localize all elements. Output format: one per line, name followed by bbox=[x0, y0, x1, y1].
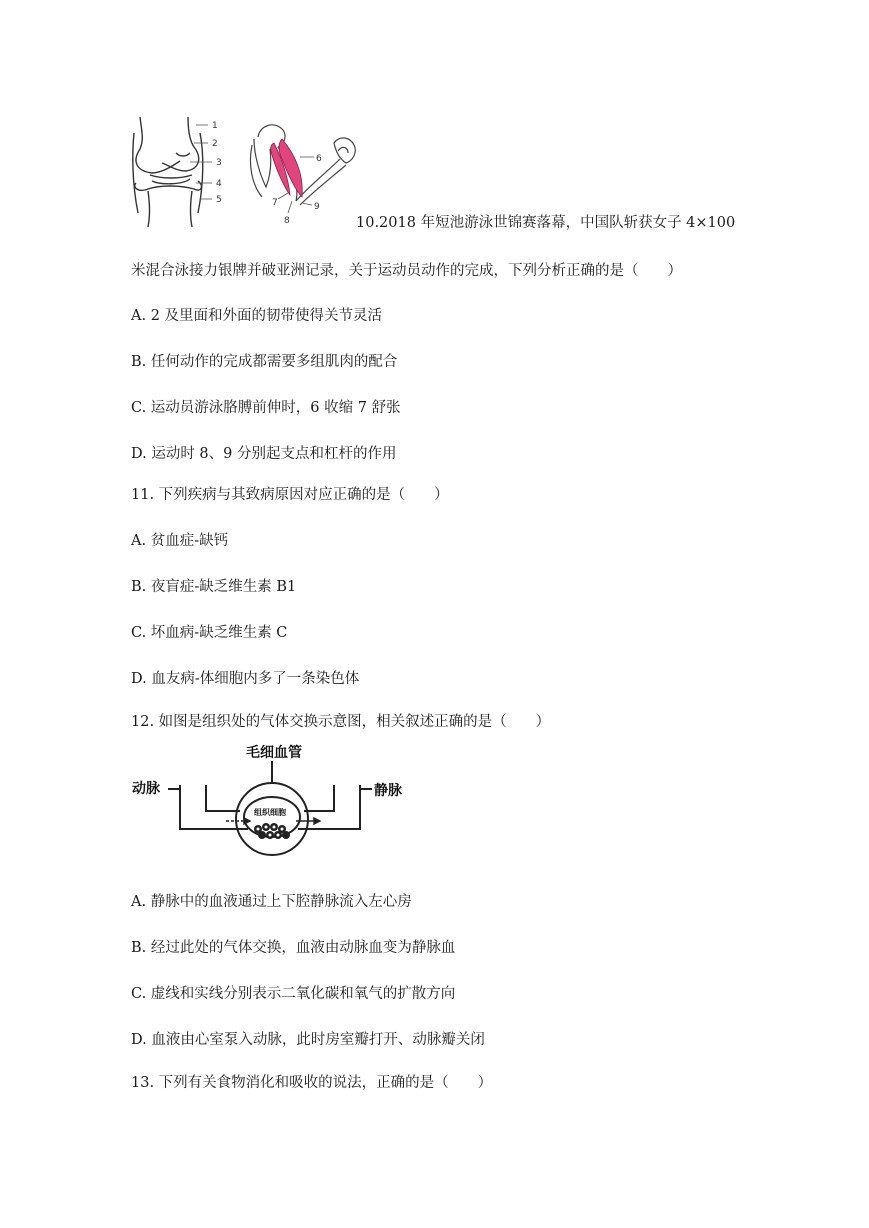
q10-stem-second: 米混合泳接力银牌并破亚洲记录，关于运动员动作的完成，下列分析正确的是（ ） bbox=[131, 263, 682, 279]
q12-option-d: D. 血液由心室泵入动脉，此时房室瓣打开、动脉瓣关闭 bbox=[131, 1032, 485, 1048]
q10-option-c: C. 运动员游泳胳膊前伸时，6 收缩 7 舒张 bbox=[131, 400, 401, 416]
artery-label: 动脉 bbox=[132, 781, 160, 797]
capillary-label: 毛细血管 bbox=[246, 745, 302, 761]
q11-stem: 11. 下列疾病与其致病原因对应正确的是（ ） bbox=[131, 487, 449, 503]
q10-option-a: A. 2 及里面和外面的韧带使得关节灵活 bbox=[131, 308, 383, 324]
q12-stem: 12. 如图是组织处的气体交换示意图，相关叙述正确的是（ ） bbox=[131, 714, 551, 730]
q12-option-c: C. 虚线和实线分别表示二氧化碳和氧气的扩散方向 bbox=[131, 986, 456, 1002]
arm-label-6: 6 bbox=[316, 154, 322, 164]
q12-option-a: A. 静脉中的血液通过上下腔静脉流入左心房 bbox=[131, 894, 412, 910]
arm-label-7: 7 bbox=[272, 198, 278, 208]
q13-stem: 13. 下列有关食物消化和吸收的说法，正确的是（ ） bbox=[131, 1075, 493, 1091]
q12-option-b: B. 经过此处的气体交换，血液由动脉血变为静脉血 bbox=[131, 940, 456, 956]
joint-figure bbox=[128, 113, 233, 228]
joint-label-5: 5 bbox=[216, 195, 222, 205]
joint-label-1: 1 bbox=[212, 121, 218, 131]
gas-exchange-diagram bbox=[128, 743, 413, 858]
vein-label: 静脉 bbox=[374, 783, 402, 799]
arm-label-8: 8 bbox=[284, 216, 290, 226]
joint-label-4: 4 bbox=[216, 179, 222, 189]
q11-option-b: B. 夜盲症-缺乏维生素 B1 bbox=[131, 579, 297, 595]
q10-option-d: D. 运动时 8、9 分别起支点和杠杆的作用 bbox=[131, 446, 397, 462]
joint-label-2: 2 bbox=[212, 139, 218, 149]
arm-figure bbox=[248, 115, 363, 227]
q10-option-b: B. 任何动作的完成都需要多组肌肉的配合 bbox=[131, 354, 398, 370]
tissue-cell-label: 组织细胞 bbox=[254, 808, 286, 817]
q11-option-c: C. 坏血病-缺乏维生素 C bbox=[131, 625, 288, 641]
q11-option-d: D. 血友病-体细胞内多了一条染色体 bbox=[131, 671, 360, 687]
joint-label-3: 3 bbox=[216, 158, 222, 168]
arm-label-9: 9 bbox=[314, 202, 320, 212]
q10-stem-first: 10.2018 年短池游泳世锦赛落幕，中国队斩获女子 4×100 bbox=[356, 215, 736, 231]
q11-option-a: A. 贫血症-缺钙 bbox=[131, 533, 229, 549]
